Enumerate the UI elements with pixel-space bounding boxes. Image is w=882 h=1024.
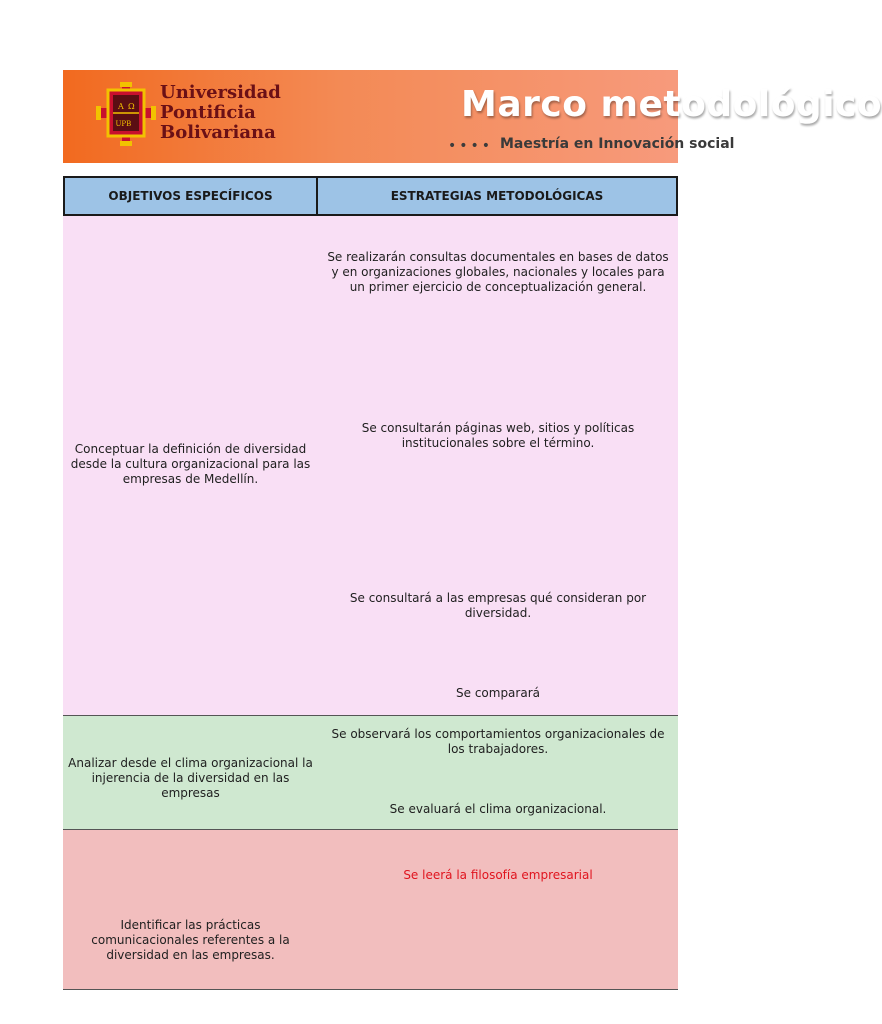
strategy-cell: Se evaluará el clima organizacional. [389,802,607,816]
university-logo [96,82,281,152]
objective-cell: Analizar desde el clima organizacional la injerencia de la diversidad en las empresas [68,756,313,800]
table-row [63,216,678,716]
strategy-cell: Se consultarán páginas web, sitios y políticas institucionales sobre el término. [361,421,635,450]
university-seal-icon [96,82,156,146]
page-subtitle: Maestría en Innovación social [500,136,735,152]
table-row [63,716,678,830]
svg-text:UPB: UPB [115,120,132,128]
column-header-objectives: OBJETIVOS ESPECÍFICOS [63,176,318,216]
objective-cell: Identificar las prácticas comunicacionales referentes a la diversidad en las empresas. [91,918,290,962]
strategy-cell: Se comparará [456,686,540,700]
strategy-cell: Se observará los comportamientos organizacionales de los trabajadores. [331,727,665,756]
strategy-cell: Se realizarán consultas documentales en bases de datos y en organizaciones globales, nacionales y locales para un primer ejercicio de conceptualización general. [327,250,669,294]
document-sheet [63,70,882,962]
university-name-line1: Universidad [160,82,281,103]
svg-text:A: A [118,102,124,111]
objective-cell: Conceptuar la definición de diversidad desde la cultura organizacional para las empresas de Medellín. [70,442,311,486]
strategy-cell: Se consultará a las empresas qué consideran por diversidad. [349,591,647,620]
university-name-line3: Bolivariana [160,122,276,143]
university-name-line2: Pontificia [160,102,256,123]
table-row [63,830,678,990]
header-banner [63,70,882,163]
svg-text:Ω: Ω [128,102,135,111]
page-title: Marco metodológico [461,84,882,125]
strategy-cell: Se leerá la filosofía empresarial [403,868,593,882]
column-header-strategies: ESTRATEGIAS METODOLÓGICAS [316,176,678,216]
dots-decoration: •••• [448,138,494,154]
